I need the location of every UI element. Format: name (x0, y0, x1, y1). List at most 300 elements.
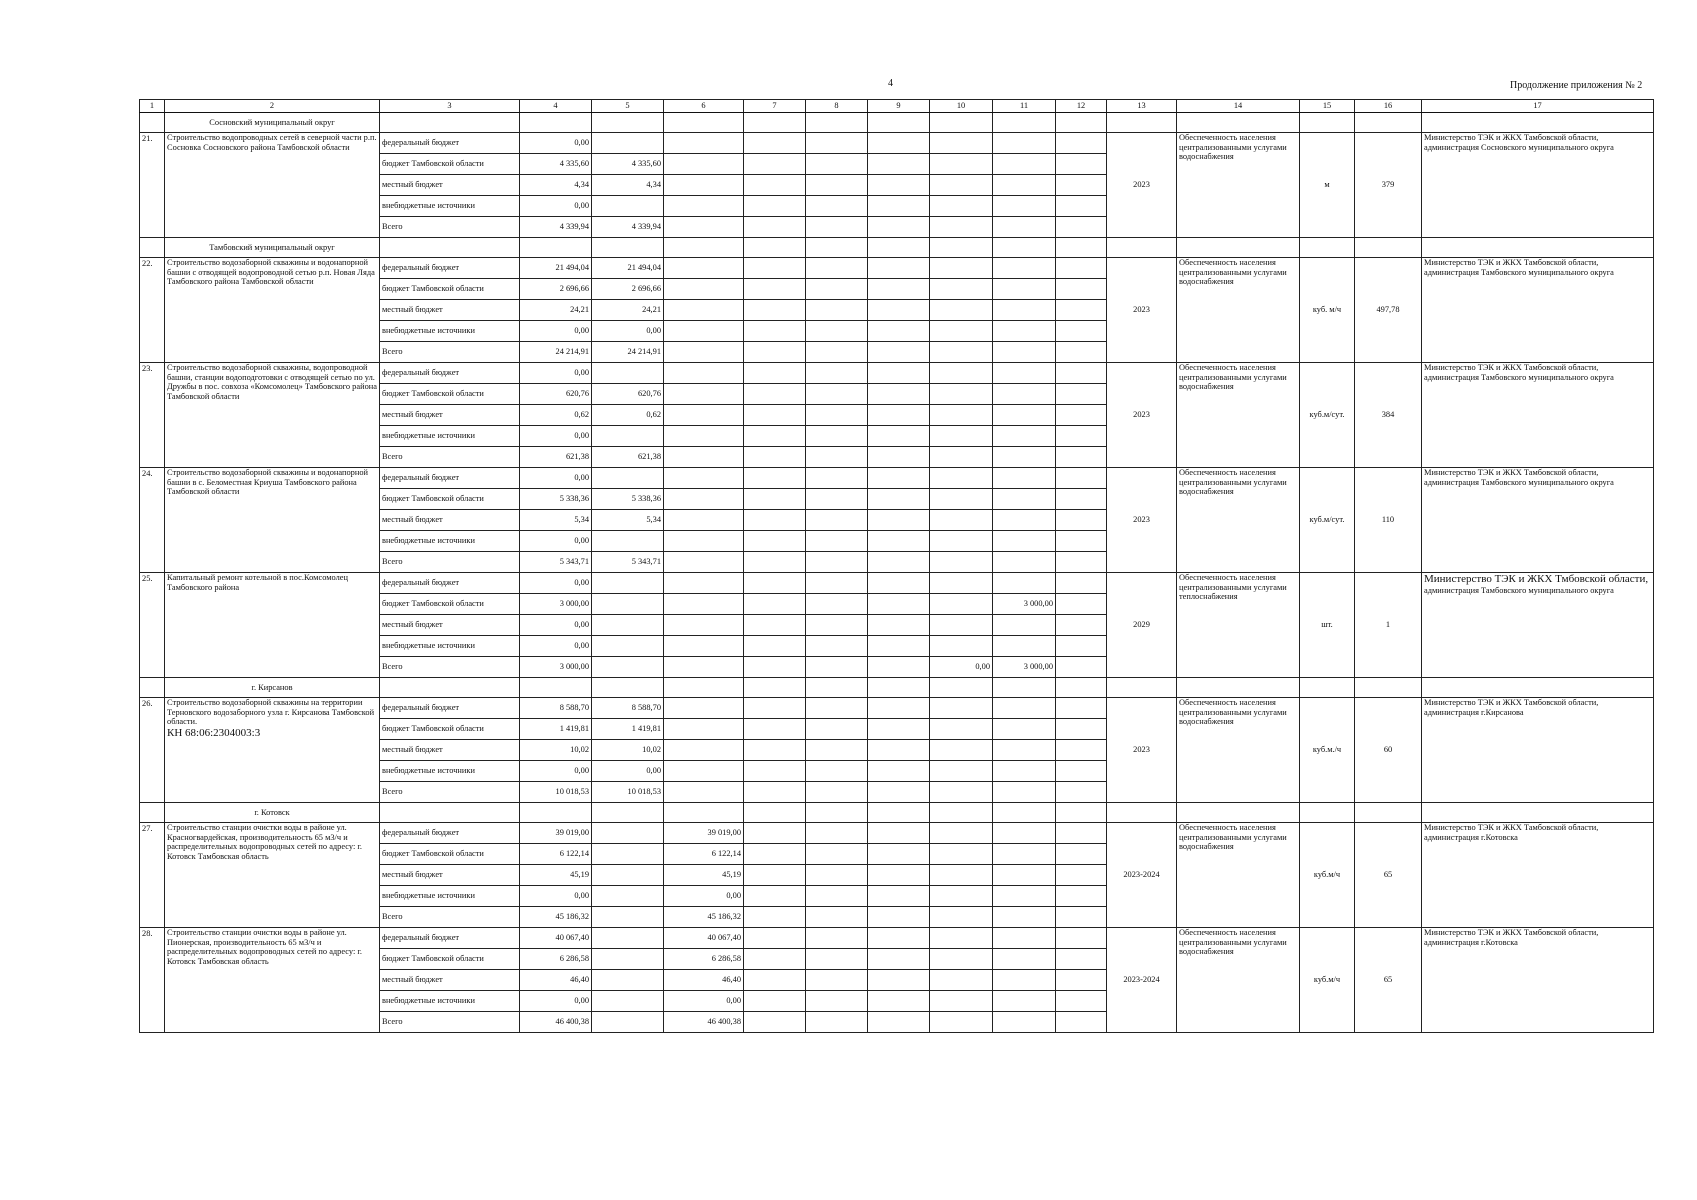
funding-value (744, 321, 806, 342)
implementation-year: 2023 (1107, 258, 1177, 363)
funding-value (993, 196, 1056, 217)
funding-value (744, 991, 806, 1012)
responsible-executor: Министерство ТЭК и ЖКХ Тамбовской области, администрация Тамбовского муниципального округа (1424, 363, 1614, 382)
funding-value (868, 196, 930, 217)
funding-value (868, 154, 930, 175)
section-empty-cell (592, 678, 664, 698)
funding-value (664, 782, 744, 803)
funding-value (1056, 363, 1107, 384)
funding-value (744, 217, 806, 238)
funding-value (806, 217, 868, 238)
item-name-cell (165, 468, 380, 573)
section-spacer (140, 113, 165, 133)
funding-value (1056, 991, 1107, 1012)
funding-value: 0,00 (520, 991, 592, 1012)
funding-value (868, 657, 930, 678)
funding-value (930, 531, 993, 552)
responsible-executor: Министерство ТЭК и ЖКХ Тамбовской области, администрация Сосновского муниципального округа (1424, 133, 1614, 152)
funding-value (744, 196, 806, 217)
funding-value (868, 279, 930, 300)
funding-value (806, 133, 868, 154)
responsible-executor-cell (1422, 133, 1654, 238)
funding-value: 0,00 (520, 196, 592, 217)
funding-source-label: Всего (380, 657, 520, 678)
funding-value (993, 823, 1056, 844)
funding-value (592, 844, 664, 865)
funding-source-label: внебюджетные источники (380, 196, 520, 217)
section-title: Тамбовский муниципальный округ (165, 238, 380, 258)
funding-value (930, 510, 993, 531)
item-name-cell (165, 823, 380, 928)
funding-source-label: внебюджетные источники (380, 531, 520, 552)
item-name-cell (165, 133, 380, 238)
funding-value (744, 907, 806, 928)
col-header-1: 1 (140, 100, 165, 113)
responsible-executor: Министерство ТЭК и ЖКХ Тамбовской области, администрация г.Котовска (1424, 928, 1599, 947)
funding-value (1056, 321, 1107, 342)
funding-value (1056, 258, 1107, 279)
funding-source-label: федеральный бюджет (380, 363, 520, 384)
funding-value (744, 363, 806, 384)
funding-value (930, 719, 993, 740)
col-header-11: 11 (993, 100, 1056, 113)
funding-value (1056, 405, 1107, 426)
funding-value (1056, 510, 1107, 531)
item-number: 27. (140, 823, 165, 928)
section-empty-cell (868, 803, 930, 823)
expected-result: Обеспеченность населения централизованными услугами водоснабжения (1177, 698, 1300, 803)
funding-value (744, 636, 806, 657)
section-empty-cell (592, 803, 664, 823)
section-empty-cell (1300, 238, 1355, 258)
funding-row (140, 133, 1654, 154)
col-header-2: 2 (165, 100, 380, 113)
funding-value: 8 588,70 (520, 698, 592, 719)
funding-value (664, 594, 744, 615)
funding-value: 24,21 (520, 300, 592, 321)
funding-value: 45 186,32 (520, 907, 592, 928)
funding-value (592, 928, 664, 949)
funding-value: 3 000,00 (520, 657, 592, 678)
funding-value (993, 300, 1056, 321)
funding-value (806, 970, 868, 991)
funding-value: 0,00 (520, 133, 592, 154)
item-number: 25. (140, 573, 165, 678)
item-number: 22. (140, 258, 165, 363)
section-empty-cell (664, 238, 744, 258)
section-empty-cell (1355, 113, 1422, 133)
funding-value (868, 970, 930, 991)
funding-value (592, 970, 664, 991)
funding-value (930, 740, 993, 761)
funding-value (868, 698, 930, 719)
funding-value (806, 865, 868, 886)
funding-value (868, 258, 930, 279)
section-empty-cell (806, 678, 868, 698)
funding-value (993, 740, 1056, 761)
funding-value (592, 949, 664, 970)
funding-value: 2 696,66 (592, 279, 664, 300)
funding-value (806, 636, 868, 657)
column-number-row (140, 100, 1654, 113)
funding-value (664, 258, 744, 279)
section-empty-cell (930, 678, 993, 698)
item-name-cell (165, 363, 380, 468)
capacity-value: 60 (1355, 698, 1422, 803)
funding-value (744, 279, 806, 300)
item-name: Строительство водозаборной скважины на территории Терновского водозаборного узла г. Кирсанова Тамбовской области. (167, 698, 375, 727)
funding-value (868, 133, 930, 154)
section-title: Сосновский муниципальный округ (165, 113, 380, 133)
funding-value (1056, 468, 1107, 489)
funding-value (930, 342, 993, 363)
funding-source-label: местный бюджет (380, 405, 520, 426)
section-empty-cell (868, 678, 930, 698)
funding-value (592, 594, 664, 615)
section-empty-cell (520, 678, 592, 698)
funding-value (930, 782, 993, 803)
funding-value (930, 405, 993, 426)
funding-value (664, 321, 744, 342)
section-empty-cell (930, 803, 993, 823)
section-empty-cell (868, 113, 930, 133)
funding-value (744, 133, 806, 154)
funding-value (664, 531, 744, 552)
funding-value (1056, 426, 1107, 447)
funding-value: 4 335,60 (592, 154, 664, 175)
funding-value (993, 886, 1056, 907)
funding-value (1056, 615, 1107, 636)
funding-value: 0,00 (664, 991, 744, 1012)
funding-value (806, 468, 868, 489)
funding-value (868, 552, 930, 573)
section-header-row (140, 238, 1654, 258)
funding-value (806, 405, 868, 426)
funding-value (744, 573, 806, 594)
funding-value (930, 907, 993, 928)
funding-value (868, 447, 930, 468)
funding-value (664, 154, 744, 175)
section-empty-cell (520, 113, 592, 133)
funding-value (868, 468, 930, 489)
item-name: Капитальный ремонт котельной в пос.Комсомолец Тамбовского района (167, 573, 348, 592)
funding-source-label: местный бюджет (380, 865, 520, 886)
funding-value (664, 489, 744, 510)
funding-value (868, 321, 930, 342)
funding-value (592, 468, 664, 489)
capacity-value: 384 (1355, 363, 1422, 468)
funding-value: 39 019,00 (520, 823, 592, 844)
funding-value (930, 949, 993, 970)
funding-value (806, 510, 868, 531)
funding-value (806, 279, 868, 300)
funding-value (868, 928, 930, 949)
capacity-unit: м (1300, 133, 1355, 238)
funding-value (993, 865, 1056, 886)
funding-value (1056, 175, 1107, 196)
col-header-9: 9 (868, 100, 930, 113)
capacity-value: 65 (1355, 928, 1422, 1033)
funding-value (744, 970, 806, 991)
funding-value (744, 823, 806, 844)
funding-source-label: Всего (380, 552, 520, 573)
funding-value (664, 300, 744, 321)
funding-source-label: внебюджетные источники (380, 321, 520, 342)
section-empty-cell (744, 803, 806, 823)
funding-value (592, 636, 664, 657)
funding-value (806, 196, 868, 217)
funding-value (744, 782, 806, 803)
funding-value (592, 991, 664, 1012)
funding-value (930, 928, 993, 949)
capacity-unit: куб.м/ч (1300, 823, 1355, 928)
funding-value (1056, 928, 1107, 949)
funding-source-label: внебюджетные источники (380, 636, 520, 657)
funding-value (993, 531, 1056, 552)
section-header-row (140, 803, 1654, 823)
item-name-cell (165, 573, 380, 678)
funding-value: 2 696,66 (520, 279, 592, 300)
funding-value (868, 531, 930, 552)
responsible-executor-cell (1422, 573, 1654, 678)
funding-value (1056, 698, 1107, 719)
funding-source-label: бюджет Тамбовской области (380, 154, 520, 175)
implementation-year: 2023 (1107, 468, 1177, 573)
funding-value (806, 363, 868, 384)
section-empty-cell (744, 113, 806, 133)
funding-value (930, 761, 993, 782)
funding-value: 0,00 (520, 426, 592, 447)
funding-value (744, 928, 806, 949)
funding-source-label: местный бюджет (380, 970, 520, 991)
section-empty-cell (592, 238, 664, 258)
section-empty-cell (380, 678, 520, 698)
col-header-6: 6 (664, 100, 744, 113)
funding-value: 0,62 (592, 405, 664, 426)
funding-value (664, 719, 744, 740)
funding-value: 3 000,00 (993, 594, 1056, 615)
funding-value (930, 217, 993, 238)
funding-value (806, 300, 868, 321)
funding-value (930, 615, 993, 636)
funding-value (930, 865, 993, 886)
funding-value (744, 615, 806, 636)
funding-value (993, 489, 1056, 510)
responsible-executor: администрация Тамбовского муниципального округа (1424, 586, 1614, 596)
funding-value (868, 991, 930, 1012)
funding-value (592, 615, 664, 636)
col-header-4: 4 (520, 100, 592, 113)
funding-source-label: местный бюджет (380, 740, 520, 761)
funding-value: 4 339,94 (592, 217, 664, 238)
funding-value (806, 698, 868, 719)
funding-row (140, 928, 1654, 949)
funding-value (993, 175, 1056, 196)
funding-value (664, 384, 744, 405)
funding-value (592, 196, 664, 217)
funding-value (806, 1012, 868, 1033)
funding-value (744, 531, 806, 552)
funding-value: 10 018,53 (592, 782, 664, 803)
funding-value (1056, 552, 1107, 573)
item-name: Строительство водозаборной скважины и водонапорной башни с отводящей водопроводной сетью р.п. Новая Ляда Тамбовского района Тамбовской области (167, 258, 375, 287)
responsible-executor-head: Министерство ТЭК и ЖКХ Тмбовской области, (1424, 573, 1649, 585)
funding-value (806, 719, 868, 740)
funding-value (868, 740, 930, 761)
section-empty-cell (1177, 803, 1300, 823)
responsible-executor: Министерство ТЭК и ЖКХ Тамбовской области, администрация г.Котовска (1424, 823, 1599, 842)
funding-value (1056, 907, 1107, 928)
funding-value: 46 400,38 (520, 1012, 592, 1033)
item-name-cell (165, 698, 380, 803)
section-empty-cell (380, 113, 520, 133)
responsible-executor-cell (1422, 363, 1654, 468)
funding-value (993, 719, 1056, 740)
col-header-17: 17 (1422, 100, 1654, 113)
funding-row (140, 363, 1654, 384)
funding-value (993, 468, 1056, 489)
funding-value (993, 133, 1056, 154)
item-number: 24. (140, 468, 165, 573)
funding-value (664, 468, 744, 489)
funding-value (993, 615, 1056, 636)
funding-value (744, 761, 806, 782)
section-empty-cell (1177, 238, 1300, 258)
col-header-8: 8 (806, 100, 868, 113)
funding-value (930, 1012, 993, 1033)
section-empty-cell (380, 238, 520, 258)
funding-value (592, 573, 664, 594)
section-empty-cell (1355, 238, 1422, 258)
funding-value: 40 067,40 (520, 928, 592, 949)
funding-value (806, 907, 868, 928)
funding-value (664, 615, 744, 636)
funding-value (1056, 844, 1107, 865)
funding-value (993, 510, 1056, 531)
funding-value: 0,00 (520, 636, 592, 657)
item-name: Строительство станции очистки воды в районе ул. Красногвардейская, производительность 65 м3/ч и распределительных водопроводных сетей по адресу: г. Котовск Тамбовская область (167, 823, 362, 861)
funding-value (806, 782, 868, 803)
funding-value (1056, 719, 1107, 740)
funding-value: 4 335,60 (520, 154, 592, 175)
funding-value (868, 782, 930, 803)
section-spacer (140, 678, 165, 698)
funding-source-label: внебюджетные источники (380, 886, 520, 907)
funding-value: 6 286,58 (520, 949, 592, 970)
section-empty-cell (1056, 678, 1107, 698)
funding-row (140, 823, 1654, 844)
funding-source-label: федеральный бюджет (380, 698, 520, 719)
funding-source-label: местный бюджет (380, 510, 520, 531)
funding-value (868, 384, 930, 405)
section-empty-cell (1300, 678, 1355, 698)
funding-value: 8 588,70 (592, 698, 664, 719)
section-empty-cell (1422, 803, 1654, 823)
capacity-value: 497,78 (1355, 258, 1422, 363)
funding-value (744, 510, 806, 531)
funding-value (993, 384, 1056, 405)
funding-value: 5,34 (592, 510, 664, 531)
funding-value (806, 761, 868, 782)
funding-value: 24,21 (592, 300, 664, 321)
funding-value (744, 698, 806, 719)
funding-value: 24 214,91 (520, 342, 592, 363)
funding-value: 5 338,36 (592, 489, 664, 510)
funding-source-label: федеральный бюджет (380, 928, 520, 949)
funding-value: 10 018,53 (520, 782, 592, 803)
expected-result: Обеспеченность населения централизованными услугами водоснабжения (1177, 363, 1300, 468)
expected-result: Обеспеченность населения централизованными услугами водоснабжения (1177, 823, 1300, 928)
funding-value: 620,76 (520, 384, 592, 405)
funding-value (744, 300, 806, 321)
funding-value: 620,76 (592, 384, 664, 405)
item-number: 21. (140, 133, 165, 238)
funding-source-label: Всего (380, 217, 520, 238)
funding-value: 5 343,71 (592, 552, 664, 573)
funding-value (806, 657, 868, 678)
funding-value (806, 447, 868, 468)
funding-value (993, 573, 1056, 594)
expected-result: Обеспеченность населения централизованными услугами водоснабжения (1177, 928, 1300, 1033)
funding-value (930, 154, 993, 175)
section-empty-cell (993, 238, 1056, 258)
expected-result: Обеспеченность населения централизованными услугами водоснабжения (1177, 133, 1300, 238)
section-empty-cell (1056, 238, 1107, 258)
funding-value (868, 719, 930, 740)
funding-value (744, 258, 806, 279)
funding-value (664, 447, 744, 468)
responsible-executor-cell (1422, 258, 1654, 363)
funding-source-label: бюджет Тамбовской области (380, 594, 520, 615)
section-empty-cell (930, 113, 993, 133)
funding-source-label: внебюджетные источники (380, 426, 520, 447)
funding-source-label: местный бюджет (380, 615, 520, 636)
funding-value (1056, 970, 1107, 991)
section-empty-cell (592, 113, 664, 133)
funding-value (868, 823, 930, 844)
funding-value: 0,00 (520, 573, 592, 594)
item-name: Строительство водопроводных сетей в северной части р.п. Сосновка Сосновского района Тамбовской области (167, 133, 377, 152)
funding-value: 3 000,00 (520, 594, 592, 615)
funding-value: 0,00 (520, 531, 592, 552)
funding-value (1056, 196, 1107, 217)
funding-value (592, 865, 664, 886)
funding-value (1056, 865, 1107, 886)
section-empty-cell (380, 803, 520, 823)
cadastral-number: КН 68:06:2304003:3 (167, 726, 261, 739)
funding-value (806, 552, 868, 573)
funding-value (592, 531, 664, 552)
section-spacer (140, 238, 165, 258)
funding-value (868, 615, 930, 636)
investment-table (139, 99, 1654, 1033)
funding-value: 46 400,38 (664, 1012, 744, 1033)
funding-value (1056, 823, 1107, 844)
funding-value (868, 405, 930, 426)
funding-value (868, 342, 930, 363)
funding-value (868, 886, 930, 907)
funding-value: 0,00 (930, 657, 993, 678)
item-number: 28. (140, 928, 165, 1033)
funding-value (664, 426, 744, 447)
funding-value (664, 363, 744, 384)
capacity-unit: куб. м/ч (1300, 258, 1355, 363)
funding-value (664, 510, 744, 531)
funding-value (744, 175, 806, 196)
implementation-year: 2029 (1107, 573, 1177, 678)
funding-value (664, 636, 744, 657)
col-header-15: 15 (1300, 100, 1355, 113)
